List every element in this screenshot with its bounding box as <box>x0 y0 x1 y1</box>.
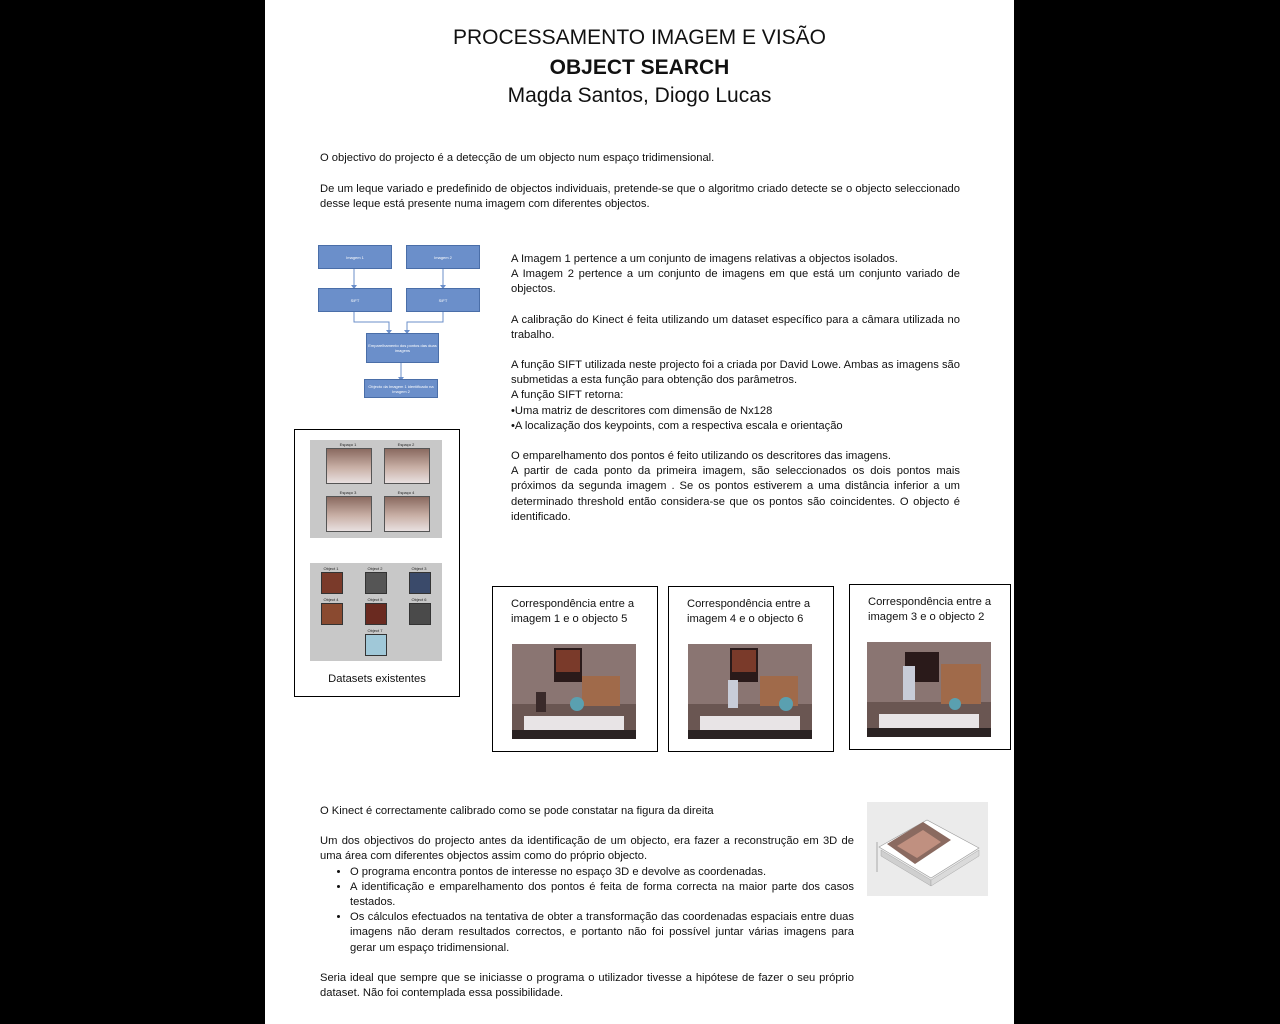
method-p1-line2: A Imagem 2 pertence a um conjunto de imagens em que está um conjunto variado de objectos. <box>511 268 960 296</box>
calibration-3d-plot <box>867 802 988 896</box>
match-photo-2-scene <box>688 644 812 739</box>
object-thumbnail-2 <box>365 572 387 594</box>
object-thumbnail-3 <box>409 572 431 594</box>
intro-paragraph-1: O objectivo do projecto é a detecção de um objecto num espaço tridimensional. <box>320 152 715 164</box>
method-p3-line3: •Uma matriz de descritores com dimensão de Nx128 <box>511 404 773 417</box>
flow-box-result: Objecto da Imagem 1 identificado na Imagem 2 <box>364 379 438 398</box>
datasets-caption: Datasets existentes <box>328 673 426 685</box>
method-p2: A calibração do Kinect é feita utilizando um dataset específico para a câmara utilizada no trabalho. <box>511 313 960 341</box>
method-p3-line4: •A localização dos keypoints, com a respectiva escala e orientação <box>511 419 843 432</box>
scene-label-1: Espaço 1 <box>339 442 357 447</box>
calibration-3d-figure <box>867 802 988 896</box>
object-label-4: Object 4 <box>323 597 339 602</box>
flow-box-imagem-2: Imagem 2 <box>406 245 480 269</box>
match-photo-2 <box>688 644 812 739</box>
conclusion-bullet-3: • Os cálculos efectuados na tentativa de obter a transformação das coordenadas espaciais entre duas imagens não deram resultados correctos, e portanto não foi possível juntar várias imagens para gerar um espaço tridimensional. <box>350 910 854 956</box>
object-label-5: Object 5 <box>367 597 383 602</box>
conclusion-bullet-2: • A identificação e emparelhamento dos pontos é feita de forma correcta na maior parte dos casos testados. <box>350 880 854 910</box>
datasets-frame <box>294 429 460 697</box>
match-caption-1: Correspondência entre a imagem 1 e o objecto 5 <box>511 598 635 625</box>
flow-box-matching: Emparelhamento dos pontos das duas imagens <box>366 333 439 363</box>
match-photo-3 <box>867 642 991 737</box>
match-caption-2: Correspondência entre a imagem 4 e o objecto 6 <box>687 598 811 625</box>
object-label-6: Object 6 <box>411 597 427 602</box>
match-frame-1 <box>492 586 658 752</box>
scene-thumbnail-3 <box>326 496 372 532</box>
flowchart <box>315 242 485 402</box>
object-thumbnail-7 <box>365 634 387 656</box>
method-p3-line2: A função SIFT retorna: <box>511 389 624 402</box>
object-label-3: Object 3 <box>411 566 427 571</box>
scene-label-2: Espaço 2 <box>397 442 415 447</box>
object-thumbnail-4 <box>321 603 343 625</box>
object-label-2: Object 2 <box>367 566 383 571</box>
method-p1-line1: A Imagem 1 pertence a um conjunto de imagens relativas a objectos isolados. <box>511 253 898 265</box>
match-caption-3: Correspondência entre a imagem 3 e o objecto 2 <box>868 596 992 623</box>
conclusion-bullet-1: • O programa encontra pontos de interesse no espaço 3D e devolve as coordenadas. <box>350 865 854 880</box>
scene-label-3: Espaço 3 <box>339 490 357 495</box>
flow-box-sift-1: SIFT <box>318 288 392 312</box>
poster-title: PROCESSAMENTO IMAGEM E VISÃO <box>452 26 827 49</box>
object-label-7: Object 7 <box>367 628 383 633</box>
flow-box-imagem-1: Imagem 1 <box>318 245 392 269</box>
match-frame-3 <box>849 584 1011 750</box>
poster-page <box>265 0 1014 1024</box>
conclusion-bullet-list <box>320 865 854 956</box>
scene-label-4: Espaço 4 <box>397 490 415 495</box>
scene-thumbnail-2 <box>384 448 430 484</box>
conclusion-text <box>320 804 854 1001</box>
poster-subtitle: OBJECT SEARCH <box>549 56 730 79</box>
scene-dataset-panel <box>310 440 442 538</box>
poster-authors: Magda Santos, Diogo Lucas <box>507 84 772 107</box>
object-thumbnail-1 <box>321 572 343 594</box>
conclusion-p3: Seria ideal que sempre que se iniciasse o programa o utilizador tivesse a hipótese de fazer o seu próprio dataset. Não foi contemplada essa possibilidade. <box>320 971 854 1000</box>
conclusion-p1: O Kinect é correctamente calibrado como se pode constatar na figura da direita <box>320 805 714 817</box>
object-thumbnail-6 <box>409 603 431 625</box>
match-photo-1-scene <box>512 644 636 739</box>
conclusion-p2: Um dos objectivos do projecto antes da identificação de um objecto, era fazer a reconstrução em 3D de uma área com diferentes objectos assim como do próprio objecto. <box>320 835 854 863</box>
object-label-1: Object 1 <box>323 566 339 571</box>
method-text <box>511 252 960 525</box>
flow-box-sift-2: SIFT <box>406 288 480 312</box>
match-photo-1 <box>512 644 636 739</box>
method-p4-line2: A partir de cada ponto da primeira imagem, são seleccionados os dois pontos mais próximos da segunda imagem . Se os pontos estiverem a uma distância inferior a um determinado threshold então considera-se que os pontos são coincidentes. O objecto é identificado. <box>511 465 960 523</box>
match-frame-2 <box>668 586 834 752</box>
scene-thumbnail-1 <box>326 448 372 484</box>
method-p3-line1: A função SIFT utilizada neste projecto foi a criada por David Lowe. Ambas as imagens são submetidas a esta função para obtenção dos parâmetros. <box>511 359 960 387</box>
method-p4-line1: O emparelhamento dos pontos é feito utilizando os descritores das imagens. <box>511 450 891 463</box>
intro-paragraph-2: De um leque variado e predefinido de objectos individuais, pretende-se que o algoritmo criado detecte se o objecto seleccionado desse leque está presente numa imagem com diferentes objectos. <box>320 183 960 211</box>
object-dataset-panel <box>310 563 442 661</box>
scene-thumbnail-4 <box>384 496 430 532</box>
object-thumbnail-5 <box>365 603 387 625</box>
match-photo-3-scene <box>867 642 991 737</box>
